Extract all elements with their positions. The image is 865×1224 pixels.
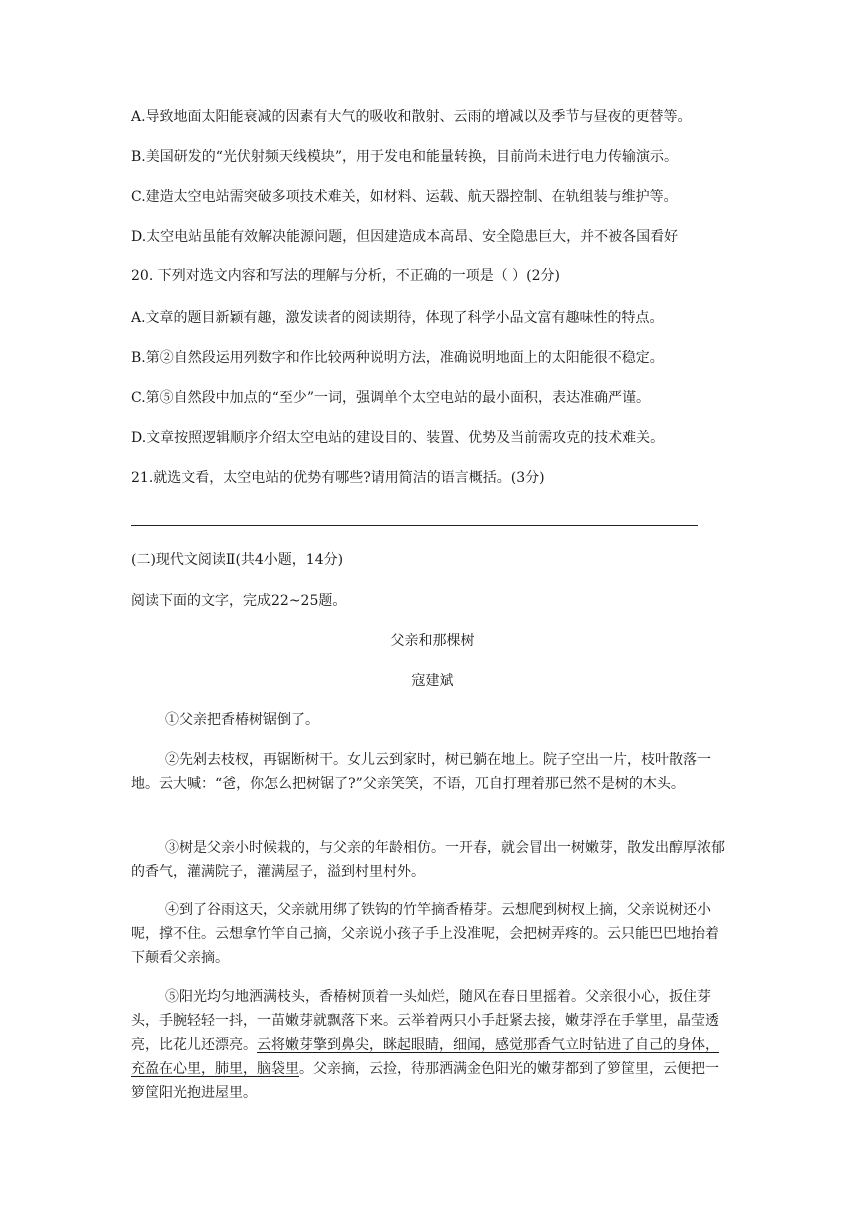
q20-option-a: A.文章的题目新颖有趣，激发读者的阅读期待，体现了科学小品文富有趣味性的特点。 (131, 310, 664, 326)
underlined-sentence: 云将嫩芽擎到鼻尖，眯起眼睛，细闻，感觉那香气立时钻进了自己的身体，充盈在心里，肺里，脑袋里 (131, 1037, 719, 1077)
q20-option-b: B.第②自然段运用列数字和作比较两种说明方法，准确说明地面上的太阳能很不稳定。 (131, 350, 664, 366)
q19-option-b: B.美国研发的“光伏射频天线模块”，用于发电和能量转换，目前尚未进行电力传输演示。 (131, 149, 679, 165)
q20-stem: 20. 下列对选文内容和写法的理解与分析，不正确的一项是（ ）(2分) (131, 268, 560, 284)
section-heading: (二)现代文阅读Ⅱ(共4小题，14分) (131, 552, 344, 568)
section-instruction: 阅读下面的文字，完成22~25题。 (131, 593, 347, 609)
q20-option-c: C.第⑤自然段中加点的“至少”一词，强调单个太空电站的最小面积，表达准确严谨。 (131, 390, 650, 406)
paragraph-4: ④到了谷雨这天，父亲就用绑了铁钩的竹竿摘香椿芽。云想爬到树杈上摘，父亲说树还小呢，撑不住。云想拿竹竿自己摘，父亲说小孩子手上没准呢，会把树弄疼的。云只能巴巴地抬着下颠看父亲摘。 (131, 902, 719, 966)
paragraph-2: ②先剁去枝杈，再锯断树干。女儿云到家时，树已躺在地上。院子空出一片，枝叶散落一地。云大喊：“爸，你怎么把树锯了?”父亲笑笑，不语，兀自打理着那已然不是树的木头。 (131, 752, 711, 792)
answer-line (131, 525, 698, 526)
paragraph-5-text-end: 。父亲摘，云捡，待那洒满金色阳光的嫩芽都到了箩筐里，云便把一箩筐阳光抱进屋里。 (131, 1061, 719, 1101)
q19-option-d: D.太空电站虽能有效解决能源问题，但因建造成本高昂、安全隐患巨大，并不被各国看好 (131, 229, 679, 245)
q20-option-d: D.文章按照逻辑顺序介绍太空电站的建设目的、装置、优势及当前需攻克的技术难关。 (131, 430, 665, 446)
paragraph-5-text-start: ⑤阳光均匀地洒满枝头，香椿树顶着一头灿烂，随风在春日里摇着。父亲很小心，扳住芽头，手腕轻轻一抖，一苗嫩芽就飘落下来。云举着两只小手赶紧去接，嫩芽浮在手掌里，晶莹透亮，比花儿还漂亮。 (131, 989, 719, 1053)
paragraph-3: ③树是父亲小时候栽的，与父亲的年龄相仿。一开春，就会冒出一树嫩芽，散发出醇厚浓郁的香气，灌满院子，灌满屋子，溢到村里村外。 (131, 840, 725, 880)
paragraph-5 (131, 985, 731, 1105)
q19-option-c: C.建造太空电站需突破多项技术难关，如材料、运载、航天器控制、在轨组装与维护等。 (131, 189, 678, 205)
paragraph-1: ①父亲把香椿树锯倒了。 (165, 712, 319, 728)
passage-title: 父亲和那棵树 (390, 633, 475, 649)
q19-option-a: A.导致地面太阳能衰减的因素有大气的吸收和散射、云雨的增减以及季节与昼夜的更替等。 (131, 109, 692, 125)
passage-author: 寇建斌 (411, 673, 454, 689)
q21-stem: 21.就选文看，太空电站的优势有哪些?请用简洁的语言概括。(3分) (131, 470, 545, 486)
